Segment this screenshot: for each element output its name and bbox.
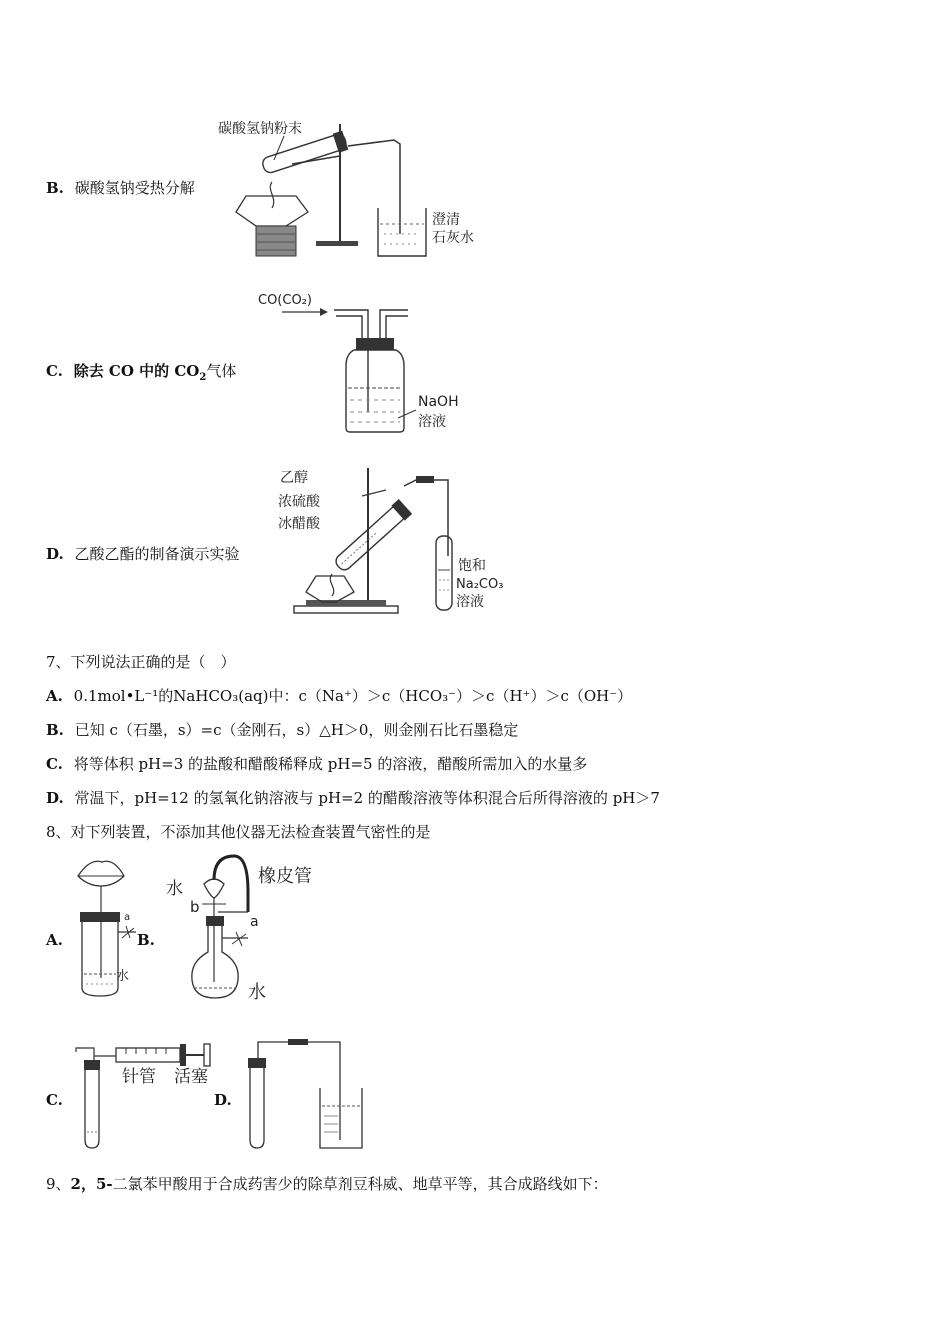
option-letter: B. <box>46 179 64 197</box>
label-limewater-1: 澄清 <box>432 212 460 228</box>
label-plunger: 活塞 <box>174 1067 208 1087</box>
label-reagent-3: 冰醋酸 <box>278 516 320 532</box>
option-text-pre: 除去 CO 中的 CO <box>73 362 200 380</box>
option-text: 0.1mol•L⁻¹的NaHCO₃(aq)中：c（Na⁺）＞c（HCO₃⁻）＞c（H⁺）＞c（OH⁻） <box>73 687 633 705</box>
option-letter: C. <box>46 362 63 380</box>
syringe-test-tube-apparatus <box>72 1036 232 1151</box>
label-solution-1: 饱和 <box>458 558 486 574</box>
gas-washing-bottle-apparatus <box>258 288 478 438</box>
option-letter: D. <box>46 789 64 807</box>
q8-option-b-letter: B. <box>137 931 155 949</box>
label-reagent-1: 乙醇 <box>280 470 308 486</box>
test-tube <box>82 922 118 996</box>
option-text: 乙酸乙酯的制备演示实验 <box>74 545 240 563</box>
beaker <box>320 1088 362 1148</box>
option-letter: C. <box>46 755 63 773</box>
receiving-tube <box>436 536 452 610</box>
option-text: 已知 c（石墨，s）=c（金刚石，s）△H＞0，则金刚石比石墨稳定 <box>74 721 519 739</box>
q7-stem: 7、下列说法正确的是（ ） <box>46 653 236 671</box>
beaker <box>378 208 426 256</box>
q7-option-b <box>46 720 518 740</box>
q9-stem-pre: 9、 <box>46 1175 71 1193</box>
base-plate <box>294 606 398 613</box>
label-reagent-2: 浓硫酸 <box>278 494 320 510</box>
label-naoh-1: NaOH <box>418 394 459 410</box>
q8-option-a-letter: A. <box>46 931 63 949</box>
stopper <box>356 338 394 350</box>
q7-option-d <box>46 788 660 808</box>
label-b: b <box>190 898 200 916</box>
label-water-bottom: 水 <box>248 982 266 1003</box>
label-water-top: 水 <box>166 879 183 899</box>
test-tube <box>85 1070 99 1148</box>
option-letter: A. <box>46 687 63 705</box>
option-text: 碳酸氢钠受热分解 <box>74 179 195 197</box>
round-flask <box>192 926 238 998</box>
lamp-stand <box>236 196 308 226</box>
option-text-subscript: 2 <box>199 372 207 383</box>
option-text: 将等体积 pH=3 的盐酸和醋酸稀释成 pH=5 的溶液，醋酸所需加入的水量多 <box>73 755 588 773</box>
option-letter: B. <box>46 721 64 739</box>
option-text-post: 气体 <box>206 362 237 380</box>
q9-stem-post: 二氯苯甲酸用于合成药害少的除草剂豆科威、地草平等，其合成路线如下： <box>112 1175 608 1193</box>
q9-stem-bold: 2，5- <box>70 1175 113 1193</box>
label-limewater-2: 石灰水 <box>432 230 474 246</box>
label-powder: 碳酸氢钠粉末 <box>218 121 302 137</box>
option-text: 常温下，pH=12 的氢氧化钠溶液与 pH=2 的醋酸溶液等体积混合后所得溶液的 pH＞7 <box>74 789 660 807</box>
label-water: 水 <box>116 969 130 984</box>
q8-stem: 8、对下列装置，不添加其他仪器无法检查装置气密性的是 <box>46 823 431 841</box>
q6-option-d <box>46 544 240 564</box>
test-tube <box>332 499 412 574</box>
test-tube <box>260 131 348 177</box>
label-a: a <box>250 914 259 930</box>
option-letter: D. <box>46 545 64 563</box>
q7-option-c <box>46 754 587 774</box>
label-a: a <box>124 912 131 923</box>
funnel <box>78 861 124 886</box>
bottle <box>346 350 404 432</box>
tube-beaker-apparatus <box>236 1036 376 1151</box>
funnel-test-tube-apparatus <box>70 856 140 1001</box>
label-gas: CO(CO₂) <box>258 293 312 308</box>
label-solution-3: 溶液 <box>456 594 484 610</box>
q7-option-a <box>46 686 632 706</box>
test-tube <box>250 1068 264 1148</box>
separatory-funnel <box>204 879 224 898</box>
label-naoh-2: 溶液 <box>418 414 446 430</box>
flask-rubber-tube-apparatus <box>164 852 334 1002</box>
label-rubber-tube: 橡皮管 <box>258 866 312 887</box>
label-needle: 针管 <box>122 1067 156 1087</box>
q6-option-b <box>46 178 195 198</box>
q9-stem <box>46 1174 608 1194</box>
label-solution-2: Na₂CO₃ <box>456 577 504 592</box>
q8-option-c-letter: C. <box>46 1091 63 1109</box>
q6-option-c <box>46 361 236 388</box>
wooden-block <box>256 226 296 256</box>
q8-option-d-letter: D. <box>214 1091 232 1109</box>
sodium-bicarbonate-decomposition-apparatus <box>218 116 496 266</box>
ethyl-acetate-apparatus <box>276 460 536 620</box>
arrow-icon <box>320 308 328 316</box>
